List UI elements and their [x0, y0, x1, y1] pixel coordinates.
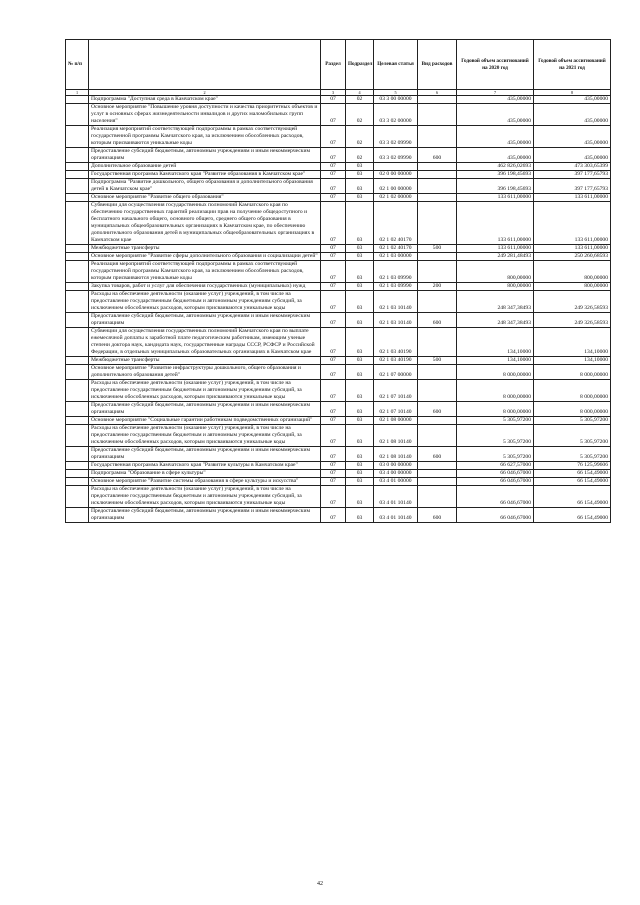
row-name: Расходы на обеспечение деятельности (оказание услуг) учреждений, в том числе на предоставление государственным бюджетным и автономным учреждениям субсидий, за исключением обособленных расходов, которым присваиваются уникальные коды: [89, 380, 321, 402]
header-2020: Годовой объем ассигнований на 2020 год: [457, 40, 534, 90]
row-podrazdel: 03: [346, 328, 374, 357]
column-number: 6: [418, 90, 457, 96]
row-razdel: 07: [321, 417, 346, 425]
row-amount-2021: 66 154,49000: [534, 470, 611, 478]
row-podrazdel: 03: [346, 313, 374, 328]
row-name: Предоставление субсидий бюджетным, автономным учреждениям и иным некоммерческим организациям: [89, 402, 321, 417]
row-vid: 600: [418, 447, 457, 462]
row-amount-2021: 8 000,00000: [534, 402, 611, 417]
row-amount-2020: 133 611,00000: [457, 202, 534, 245]
row-podrazdel: 03: [346, 179, 374, 194]
row-number: [66, 245, 89, 253]
table-row: [66, 253, 611, 261]
column-number: 7: [457, 90, 534, 96]
row-razdel: 07: [321, 425, 346, 447]
row-target: 02 1 03 10140: [374, 291, 418, 313]
row-target: 03 3 00 00000: [374, 96, 418, 104]
row-amount-2020: 5 305,97200: [457, 447, 534, 462]
row-name: Расходы на обеспечение деятельности (оказание услуг) учреждений, в том числе на предоставление государственным бюджетным и автономным учреждениям субсидий, за исключением обособленных расходов, которым присваиваются уникальные коды: [89, 486, 321, 508]
row-amount-2021: 5 305,97200: [534, 447, 611, 462]
row-amount-2021: 133 611,00000: [534, 202, 611, 245]
table-row: [66, 171, 611, 179]
row-number: [66, 365, 89, 380]
row-number: [66, 508, 89, 523]
header-podrazdel: Подраздел: [346, 40, 374, 90]
row-name: Реализация мероприятий соответствующей подпрограммы в рамках соответствующей государственной программы Камчатского края, за исключением обособленных расходов, которым присваиваются уникальные коды: [89, 261, 321, 283]
row-amount-2021: 5 305,97200: [534, 425, 611, 447]
budget-sheet: [65, 39, 610, 523]
row-vid: [418, 470, 457, 478]
row-amount-2021: 435,00000: [534, 126, 611, 148]
row-number: [66, 470, 89, 478]
row-target: 02 1 03 09990: [374, 261, 418, 283]
row-name: Подпрограмма "Образование в сфере культуры": [89, 470, 321, 478]
row-amount-2020: 5 305,97200: [457, 417, 534, 425]
row-razdel: 07: [321, 163, 346, 171]
row-amount-2021: 800,00000: [534, 283, 611, 291]
row-number: [66, 291, 89, 313]
row-podrazdel: 02: [346, 126, 374, 148]
row-vid: [418, 328, 457, 357]
row-razdel: 07: [321, 470, 346, 478]
row-number: [66, 417, 89, 425]
row-name: Основное мероприятие "Развитие общего образования": [89, 194, 321, 202]
row-amount-2020: 133 611,00000: [457, 245, 534, 253]
row-name: Расходы на обеспечение деятельности (оказание услуг) учреждений, в том числе на предоставление государственным бюджетным и автономным учреждениям субсидий, за исключением обособленных расходов, которым присваиваются уникальные коды: [89, 291, 321, 313]
row-amount-2020: 435,00000: [457, 148, 534, 163]
row-number: [66, 357, 89, 365]
row-number: [66, 163, 89, 171]
row-name: Предоставление субсидий бюджетным, автономным учреждениям и иным некоммерческим организациям: [89, 447, 321, 462]
table-row: [66, 478, 611, 486]
row-number: [66, 194, 89, 202]
row-amount-2021: 473 303,65399: [534, 163, 611, 171]
row-name: Субвенции для осуществления государственных полномочий Камчатского края по обеспечению государственных гарантий реализации прав на получение общедоступного и бесплатного начального общего, основного общего, среднего общего образования в муниципальных общеобразовательных организациях в Камчатском крае, по обеспечению дополнительного образования детей в муниципальных общеобразовательных организациях в Камчатском крае: [89, 202, 321, 245]
row-amount-2021: 250 260,68593: [534, 253, 611, 261]
row-number: [66, 96, 89, 104]
table-row: [66, 425, 611, 447]
row-razdel: 07: [321, 380, 346, 402]
row-podrazdel: 03: [346, 478, 374, 486]
table-row: [66, 328, 611, 357]
row-number: [66, 283, 89, 291]
row-podrazdel: 03: [346, 508, 374, 523]
header-row: [66, 40, 611, 90]
row-podrazdel: 03: [346, 365, 374, 380]
row-razdel: 07: [321, 148, 346, 163]
row-amount-2021: 76 125,99606: [534, 462, 611, 470]
row-amount-2021: 133 611,00000: [534, 194, 611, 202]
table-row: [66, 148, 611, 163]
column-number: 2: [89, 90, 321, 96]
table-row: [66, 283, 611, 291]
row-vid: [418, 171, 457, 179]
row-number: [66, 253, 89, 261]
row-amount-2020: 134,10000: [457, 357, 534, 365]
row-name: Государственная программа Камчатского края "Развитие образования в Камчатском крае": [89, 171, 321, 179]
row-vid: [418, 126, 457, 148]
table-row: [66, 104, 611, 126]
column-number: 5: [374, 90, 418, 96]
table-row: [66, 313, 611, 328]
row-target: 02 1 00 00000: [374, 179, 418, 194]
column-number: 3: [321, 90, 346, 96]
row-amount-2020: 800,00000: [457, 283, 534, 291]
row-target: 02 1 03 40190: [374, 357, 418, 365]
row-podrazdel: 03: [346, 447, 374, 462]
row-vid: [418, 462, 457, 470]
row-razdel: 07: [321, 291, 346, 313]
row-number: [66, 447, 89, 462]
row-number: [66, 313, 89, 328]
row-amount-2020: 248 347,38493: [457, 291, 534, 313]
row-razdel: 07: [321, 508, 346, 523]
row-razdel: 07: [321, 447, 346, 462]
row-amount-2021: 66 154,49000: [534, 486, 611, 508]
row-target: [374, 163, 418, 171]
row-amount-2020: 248 347,38493: [457, 313, 534, 328]
row-razdel: 07: [321, 402, 346, 417]
row-razdel: 07: [321, 283, 346, 291]
row-vid: [418, 478, 457, 486]
row-podrazdel: 03: [346, 194, 374, 202]
row-razdel: 07: [321, 179, 346, 194]
row-vid: [418, 202, 457, 245]
row-vid: [418, 96, 457, 104]
row-number: [66, 104, 89, 126]
row-amount-2020: 435,00000: [457, 96, 534, 104]
header-no: № п/п: [66, 40, 89, 90]
row-podrazdel: 03: [346, 202, 374, 245]
row-vid: [418, 163, 457, 171]
row-target: 02 1 03 00000: [374, 253, 418, 261]
row-amount-2021: 435,00000: [534, 148, 611, 163]
row-name: Государственная программа Камчатского края "Развитие культуры в Камчатском крае": [89, 462, 321, 470]
table-row: [66, 380, 611, 402]
row-target: 02 1 02 40170: [374, 245, 418, 253]
row-name: Предоставление субсидий бюджетным, автономным учреждениям и иным некоммерческим организациям: [89, 148, 321, 163]
table-row: [66, 365, 611, 380]
row-name: Дополнительное образование детей: [89, 163, 321, 171]
table-row: [66, 202, 611, 245]
row-name: Расходы на обеспечение деятельности (оказание услуг) учреждений, в том числе на предоставление государственным бюджетным и автономным учреждениям субсидий, за исключением обособленных расходов, которым присваиваются уникальные коды: [89, 425, 321, 447]
table-row: [66, 126, 611, 148]
column-number: 1: [66, 90, 89, 96]
row-podrazdel: 03: [346, 357, 374, 365]
row-target: 02 1 03 09990: [374, 283, 418, 291]
row-vid: [418, 253, 457, 261]
row-name: Субвенции для осуществления государственных полномочий Камчатского края по выплате ежемесячной доплаты к заработной плате педагогическим работникам, имеющим ученые степени доктора наук, кандидата наук, государственные награды СССР, РСФСР и Российской Федерации, в отдельных муниципальных образовательных организациях в Камчатском крае: [89, 328, 321, 357]
row-podrazdel: 03: [346, 425, 374, 447]
row-number: [66, 486, 89, 508]
row-number: [66, 328, 89, 357]
column-number: 4: [346, 90, 374, 96]
row-razdel: 07: [321, 104, 346, 126]
row-razdel: 07: [321, 462, 346, 470]
row-target: 02 0 00 00000: [374, 171, 418, 179]
row-vid: 500: [418, 245, 457, 253]
row-name: Подпрограмма "Доступная среда в Камчатском крае": [89, 96, 321, 104]
row-podrazdel: 02: [346, 96, 374, 104]
row-razdel: 07: [321, 486, 346, 508]
row-number: [66, 126, 89, 148]
row-razdel: 07: [321, 313, 346, 328]
row-amount-2020: 134,10000: [457, 328, 534, 357]
row-amount-2021: 397 177,65793: [534, 171, 611, 179]
row-vid: [418, 261, 457, 283]
row-name: Межбюджетные трансферты: [89, 357, 321, 365]
header-razdel: Раздел: [321, 40, 346, 90]
row-amount-2020: 66 046,67000: [457, 478, 534, 486]
row-podrazdel: 03: [346, 380, 374, 402]
row-amount-2021: 134,10000: [534, 328, 611, 357]
table-row: [66, 179, 611, 194]
row-amount-2021: 397 177,65793: [534, 179, 611, 194]
row-amount-2020: 800,00000: [457, 261, 534, 283]
row-amount-2021: 8 000,00000: [534, 380, 611, 402]
row-target: 03 4 01 10140: [374, 508, 418, 523]
row-podrazdel: 03: [346, 261, 374, 283]
row-target: 03 3 02 09990: [374, 148, 418, 163]
row-number: [66, 478, 89, 486]
row-amount-2020: 66 046,67000: [457, 486, 534, 508]
row-number: [66, 202, 89, 245]
row-name: Межбюджетные трансферты: [89, 245, 321, 253]
table-row: [66, 402, 611, 417]
row-amount-2021: 5 305,97200: [534, 417, 611, 425]
row-target: 03 4 01 00000: [374, 478, 418, 486]
row-amount-2021: 66 154,49000: [534, 508, 611, 523]
row-amount-2020: 249 281,48493: [457, 253, 534, 261]
row-number: [66, 171, 89, 179]
table-row: [66, 194, 611, 202]
row-name: Основное мероприятие "Социальные гарантии работникам подведомственных организаций": [89, 417, 321, 425]
row-name: Реализация мероприятий соответствующей подпрограммы в рамках соответствующей государственной программы Камчатского края, за исключением обособленных расходов, которым присваиваются уникальные коды: [89, 126, 321, 148]
row-vid: [418, 425, 457, 447]
row-number: [66, 425, 89, 447]
row-podrazdel: 02: [346, 148, 374, 163]
row-amount-2021: 66 154,49000: [534, 478, 611, 486]
row-vid: [418, 104, 457, 126]
row-podrazdel: 03: [346, 402, 374, 417]
row-podrazdel: 02: [346, 104, 374, 126]
row-podrazdel: 03: [346, 283, 374, 291]
row-number: [66, 261, 89, 283]
row-vid: 200: [418, 283, 457, 291]
column-number: 8: [534, 90, 611, 96]
row-razdel: 07: [321, 365, 346, 380]
header-name: [89, 40, 321, 90]
row-amount-2020: 66 046,67000: [457, 470, 534, 478]
row-amount-2020: 5 305,97200: [457, 425, 534, 447]
row-podrazdel: 03: [346, 291, 374, 313]
row-amount-2020: 66 627,57000: [457, 462, 534, 470]
row-vid: 500: [418, 357, 457, 365]
row-razdel: 07: [321, 253, 346, 261]
row-amount-2021: 435,00000: [534, 104, 611, 126]
row-amount-2020: 133 611,00000: [457, 194, 534, 202]
table-row: [66, 291, 611, 313]
row-number: [66, 380, 89, 402]
row-vid: [418, 179, 457, 194]
table-row: [66, 245, 611, 253]
row-target: 02 1 03 40190: [374, 328, 418, 357]
row-amount-2020: 435,00000: [457, 126, 534, 148]
row-razdel: 07: [321, 478, 346, 486]
row-name: Основное мероприятие "Развитие инфраструктуры дошкольного, общего образования и дополнительного образования детей": [89, 365, 321, 380]
row-vid: 600: [418, 402, 457, 417]
row-razdel: 07: [321, 245, 346, 253]
row-amount-2021: 800,00000: [534, 261, 611, 283]
row-razdel: 07: [321, 261, 346, 283]
row-podrazdel: 03: [346, 245, 374, 253]
row-razdel: 07: [321, 328, 346, 357]
row-target: 02 1 02 00000: [374, 194, 418, 202]
row-amount-2020: 462 826,02693: [457, 163, 534, 171]
row-amount-2021: 249 326,58593: [534, 291, 611, 313]
table-row: [66, 357, 611, 365]
budget-body: [66, 96, 611, 523]
row-target: 03 0 00 00000: [374, 462, 418, 470]
row-vid: [418, 417, 457, 425]
row-name: Основное мероприятие "Развитие сферы дополнительного образования и социализации детей": [89, 253, 321, 261]
row-amount-2020: 396 198,45693: [457, 179, 534, 194]
table-row: [66, 470, 611, 478]
row-number: [66, 148, 89, 163]
header-target: Целевая статья: [374, 40, 418, 90]
table-row: [66, 508, 611, 523]
row-name: Подпрограмма "Развитие дошкольного, общего образования и дополнительного образования детей в Камчатском крае": [89, 179, 321, 194]
row-amount-2021: 435,00000: [534, 96, 611, 104]
row-amount-2020: 66 046,67000: [457, 508, 534, 523]
row-podrazdel: 03: [346, 417, 374, 425]
row-podrazdel: 03: [346, 470, 374, 478]
row-vid: [418, 380, 457, 402]
row-name: Предоставление субсидий бюджетным, автономным учреждениям и иным некоммерческим организациям: [89, 313, 321, 328]
row-target: 02 1 03 10140: [374, 313, 418, 328]
row-name: Закупка товаров, работ и услуг для обеспечения государственных (муниципальных) нужд: [89, 283, 321, 291]
row-number: [66, 462, 89, 470]
row-podrazdel: 03: [346, 163, 374, 171]
row-podrazdel: 03: [346, 253, 374, 261]
row-razdel: 07: [321, 126, 346, 148]
row-amount-2020: 8 000,00000: [457, 402, 534, 417]
header-2021: Годовой объем ассигнований на 2021 год: [534, 40, 611, 90]
row-vid: [418, 194, 457, 202]
budget-table: [65, 39, 611, 523]
row-razdel: 07: [321, 171, 346, 179]
row-number: [66, 402, 89, 417]
row-amount-2021: 249 326,58593: [534, 313, 611, 328]
row-target: 03 3 02 09990: [374, 126, 418, 148]
row-amount-2020: 8 000,00000: [457, 380, 534, 402]
row-amount-2020: 8 000,00000: [457, 365, 534, 380]
page-number: 42: [317, 881, 323, 887]
row-razdel: 07: [321, 202, 346, 245]
row-amount-2021: 8 000,00000: [534, 365, 611, 380]
table-row: [66, 96, 611, 104]
row-podrazdel: 03: [346, 486, 374, 508]
row-vid: 600: [418, 508, 457, 523]
row-name: Предоставление субсидий бюджетным, автономным учреждениям и иным некоммерческим организациям: [89, 508, 321, 523]
row-amount-2021: 133 611,00000: [534, 245, 611, 253]
table-row: [66, 417, 611, 425]
row-target: 02 1 08 10140: [374, 425, 418, 447]
row-vid: 600: [418, 148, 457, 163]
row-vid: 600: [418, 313, 457, 328]
row-target: 02 1 07 00000: [374, 365, 418, 380]
row-target: 03 3 02 00000: [374, 104, 418, 126]
row-amount-2020: 435,00000: [457, 104, 534, 126]
row-target: 03 4 01 10140: [374, 486, 418, 508]
row-razdel: 07: [321, 194, 346, 202]
row-target: 02 1 07 10140: [374, 380, 418, 402]
row-vid: [418, 291, 457, 313]
table-row: [66, 486, 611, 508]
row-vid: [418, 365, 457, 380]
table-row: [66, 447, 611, 462]
row-target: 02 1 08 10140: [374, 447, 418, 462]
row-name: Основное мероприятие "Развитие системы образования в сфере культуры и искусства": [89, 478, 321, 486]
row-podrazdel: 03: [346, 171, 374, 179]
header-vid: Вид расходов: [418, 40, 457, 90]
table-row: [66, 261, 611, 283]
row-target: 02 1 08 00000: [374, 417, 418, 425]
table-row: [66, 462, 611, 470]
row-name: Основное мероприятие "Повышение уровня доступности и качества приоритетных объектов и услуг в основных сферах жизнедеятельности инвалидов и других маломобильных групп населения": [89, 104, 321, 126]
table-row: [66, 163, 611, 171]
row-razdel: 07: [321, 96, 346, 104]
row-target: 02 1 07 10140: [374, 402, 418, 417]
row-razdel: 07: [321, 357, 346, 365]
row-vid: [418, 486, 457, 508]
row-number: [66, 179, 89, 194]
row-podrazdel: 03: [346, 462, 374, 470]
row-target: 02 1 02 40170: [374, 202, 418, 245]
row-amount-2020: 396 198,45693: [457, 171, 534, 179]
row-amount-2021: 134,10000: [534, 357, 611, 365]
row-target: 03 4 00 00000: [374, 470, 418, 478]
